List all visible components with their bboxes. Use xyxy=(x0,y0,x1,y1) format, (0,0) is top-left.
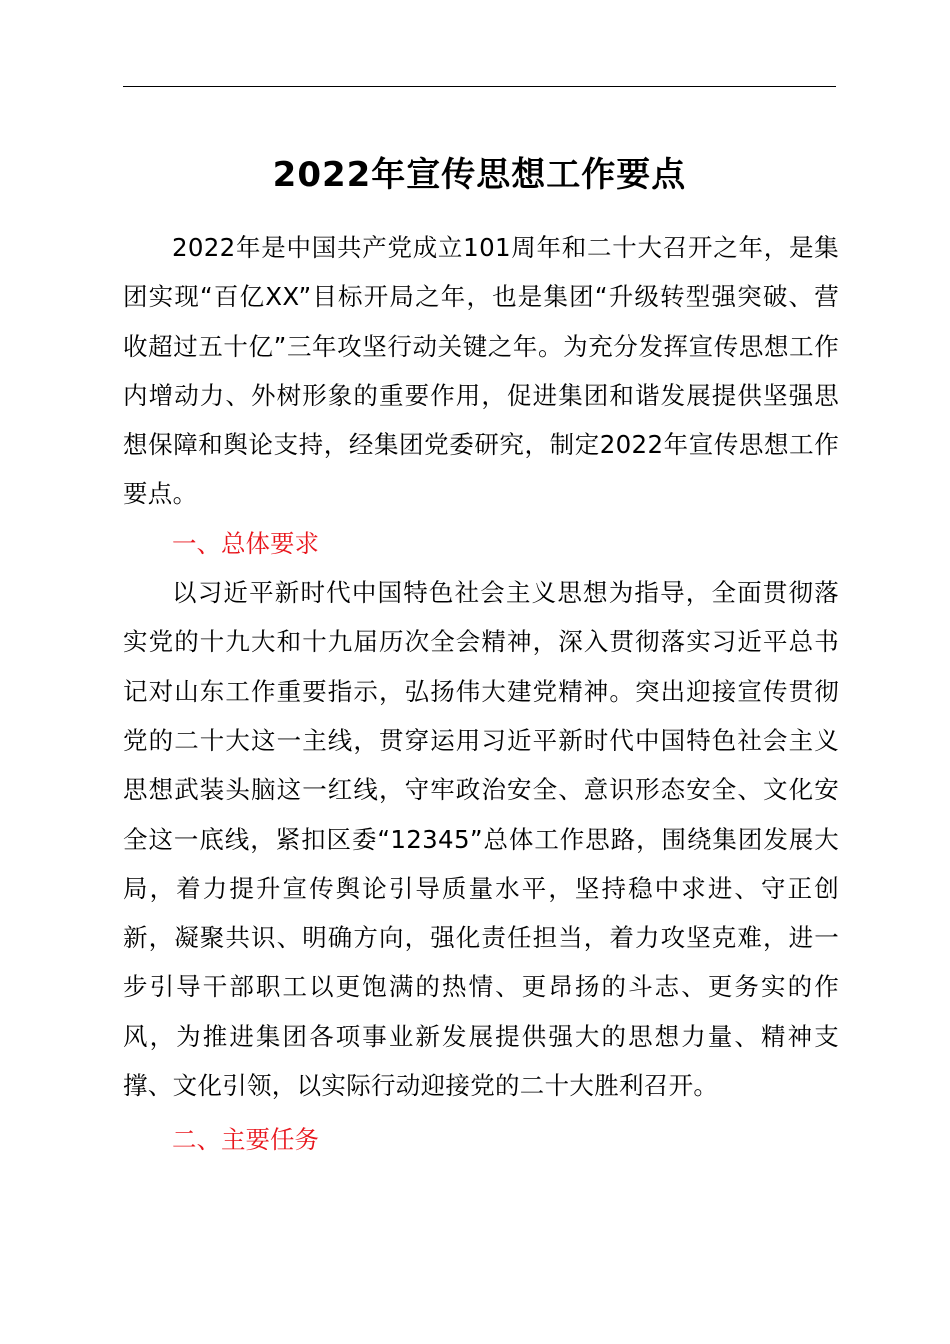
intro-paragraph: 2022年是中国共产党成立101周年和二十大召开之年，是集团实现“百亿XX”目标开局之年，也是集团“升级转型强突破、营收超过五十亿”三年攻坚行动关键之年。为充分发挥宣传思想工作内增动力、外树形象的重要作用，促进集团和谐发展提供坚强思想保障和舆论支持，经集团党委研究，制定2022年宣传思想工作要点。 xyxy=(123,233,839,509)
document-title: 2022年宣传思想工作要点 xyxy=(272,155,687,195)
section-heading-main-tasks: 二、主要任务 xyxy=(172,1125,319,1155)
section-heading-overall-requirements: 一、总体要求 xyxy=(172,528,319,558)
header-rule xyxy=(123,86,836,87)
document-body xyxy=(123,223,839,1165)
overall-requirements-paragraph: 以习近平新时代中国特色社会主义思想为指导，全面贯彻落实党的十九大和十九届历次全会精神，深入贯彻落实习近平总书记对山东工作重要指示，弘扬伟大建党精神。突出迎接宣传贯彻党的二十大这一主线，贯穿运用习近平新时代中国特色社会主义思想武装头脑这一红线，守牢政治安全、意识形态安全、文化安全这一底线，紧扣区委“12345”总体工作思路，围绕集团发展大局，着力提升宣传舆论引导质量水平，坚持稳中求进、守正创新，凝聚共识、明确方向，强化责任担当，着力攻坚克难，进一步引导干部职工以更饱满的热情、更昂扬的斗志、更务实的作风，为推进集团各项事业新发展提供强大的思想力量、精神支撑、文化引领，以实际行动迎接党的二十大胜利召开。 xyxy=(123,578,839,1101)
